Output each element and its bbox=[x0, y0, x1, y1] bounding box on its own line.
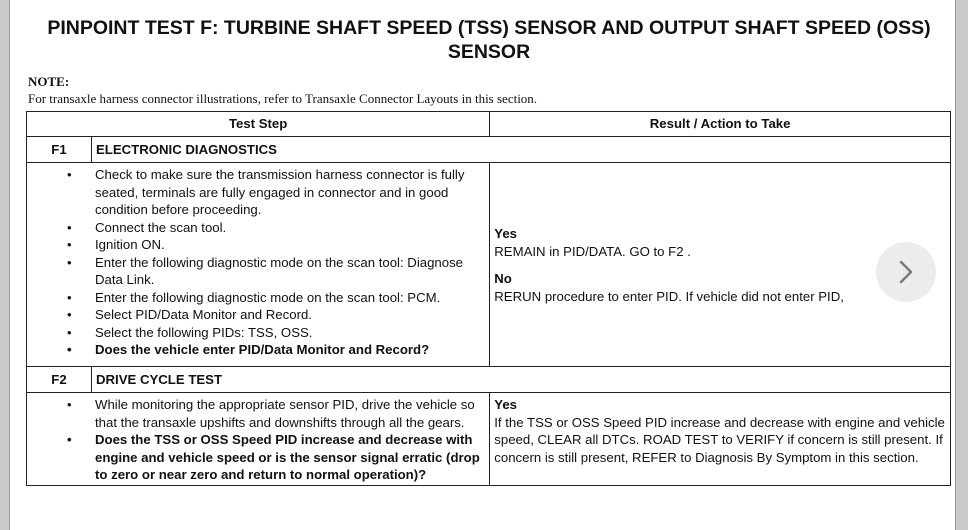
list-item: • Enter the following diagnostic mode on the scan tool: Diagnose Data Link. bbox=[95, 254, 483, 289]
step-title-row bbox=[27, 137, 951, 163]
step-body-row bbox=[27, 163, 951, 367]
window-frame-right bbox=[955, 0, 968, 530]
list-item: • Ignition ON. bbox=[95, 236, 483, 254]
result-header: Result / Action to Take bbox=[490, 112, 951, 137]
no-label: No bbox=[494, 271, 512, 286]
step-title: ELECTRONIC DIAGNOSTICS bbox=[92, 137, 951, 163]
list-item: • Select the following PIDs: TSS, OSS. bbox=[95, 324, 483, 342]
window-frame-left bbox=[0, 0, 10, 530]
yes-label: Yes bbox=[494, 397, 518, 412]
step-question: • Does the TSS or OSS Speed PID increase and decrease with engine and vehicle speed or is the sensor signal erratic (drop to zero or near zero and return to normal operation)? bbox=[95, 431, 483, 484]
chevron-right-icon bbox=[897, 259, 915, 285]
step-title: DRIVE CYCLE TEST bbox=[92, 367, 951, 393]
step-body-row bbox=[27, 393, 951, 486]
step-number: F1 bbox=[27, 137, 92, 163]
yes-label: Yes bbox=[494, 226, 518, 241]
next-page-button[interactable] bbox=[876, 242, 936, 302]
table-header-row bbox=[27, 112, 951, 137]
test-step-header: Test Step bbox=[27, 112, 490, 137]
note-label: NOTE: bbox=[28, 74, 70, 89]
pinpoint-test-table bbox=[26, 111, 951, 486]
list-item: • While monitoring the appropriate sensor PID, drive the vehicle so that the transaxle upshifts and downshifts through all the gears. bbox=[95, 396, 483, 431]
list-item: • Select PID/Data Monitor and Record. bbox=[95, 306, 483, 324]
step-question: • Does the vehicle enter PID/Data Monitor and Record? bbox=[95, 341, 483, 359]
result-cell bbox=[490, 393, 951, 486]
no-action: RERUN procedure to enter PID. If vehicle did not enter PID, bbox=[494, 288, 844, 304]
instruction-list bbox=[27, 163, 489, 360]
list-item: • Connect the scan tool. bbox=[95, 219, 483, 237]
step-instructions bbox=[27, 163, 490, 367]
step-number: F2 bbox=[27, 367, 92, 393]
list-item: • Enter the following diagnostic mode on the scan tool: PCM. bbox=[95, 289, 483, 307]
yes-action: If the TSS or OSS Speed PID increase and decrease with engine and vehicle speed, CLEAR all DTCs. ROAD TEST to VERIFY if concern is still present. If concern is still present, REFER to Diagnosis By Symptom in this section. bbox=[494, 414, 945, 465]
list-item: • Check to make sure the transmission harness connector is fully seated, terminals are fully engaged in connector and in good condition before proceeding. bbox=[95, 166, 483, 219]
note-text: For transaxle harness connector illustrations, refer to Transaxle Connector Layouts in this section. bbox=[28, 91, 538, 106]
step-instructions bbox=[27, 393, 490, 486]
step-title-row bbox=[27, 367, 951, 393]
instruction-list bbox=[27, 393, 489, 485]
page-title: PINPOINT TEST F: TURBINE SHAFT SPEED (TSS) SENSOR AND OUTPUT SHAFT SPEED (OSS) SENSOR bbox=[47, 17, 931, 63]
yes-action: REMAIN in PID/DATA. GO to F2 . bbox=[494, 243, 691, 259]
